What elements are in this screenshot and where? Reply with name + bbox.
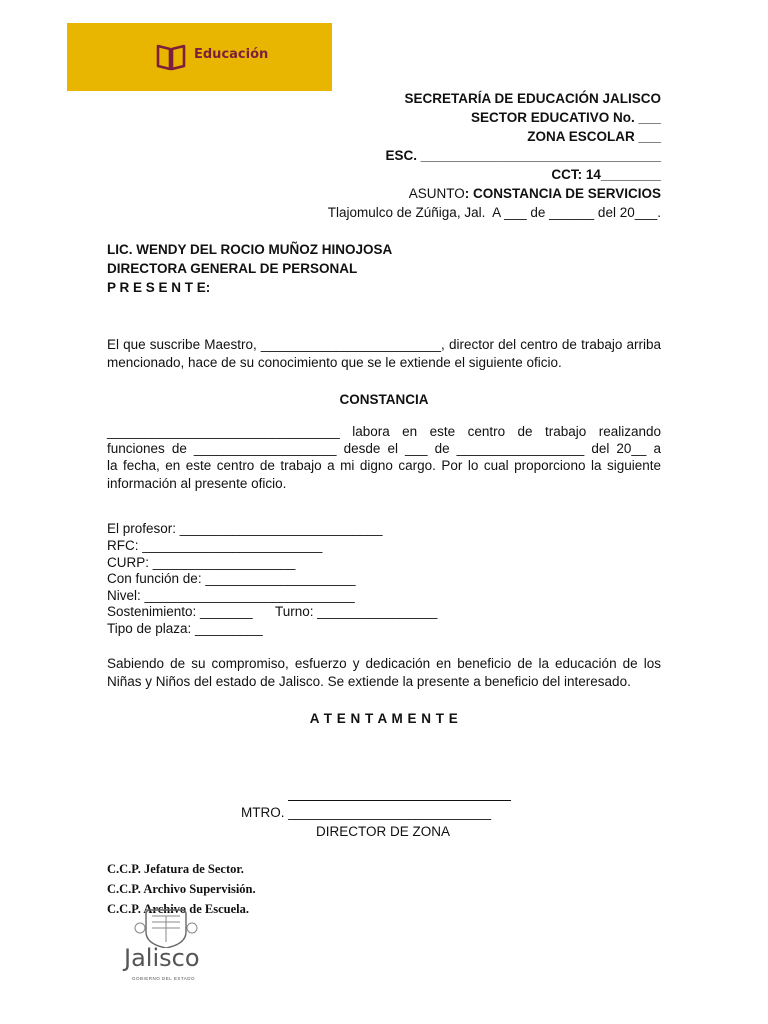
- coat-of-arms-icon: [118, 908, 218, 948]
- constancia-rest: la fecha, en este centro de trabajo a mi digno cargo. Por lo cual proporciono la siguiente información al presente oficio.: [107, 458, 661, 492]
- place-date-line: Tlajomulco de Zúñiga, Jal. A ___ de ______ del 20___.: [327, 205, 661, 220]
- asunto-line: [409, 186, 661, 201]
- presente-label: P R E S E N T E:: [107, 280, 211, 295]
- addressee-name: LIC. WENDY DEL ROCIO MUÑOZ HINOJOSA: [107, 242, 393, 257]
- field-turno: Turno: ________________: [275, 604, 438, 619]
- jalisco-subtitle: GOBIERNO DEL ESTADO: [132, 976, 196, 981]
- ccp-line-3: C.C.P. Archivo de Escuela.: [107, 902, 250, 916]
- education-banner: [67, 23, 332, 91]
- jalisco-wordmark: Jalisco: [124, 944, 200, 972]
- field-curp: CURP: ___________________: [107, 555, 296, 570]
- field-rfc: RFC: ________________________: [107, 538, 323, 553]
- constancia-heading: CONSTANCIA: [339, 392, 429, 407]
- constancia-line-1: _______________________________ labora en este centro de trabajo realizando: [107, 424, 661, 439]
- ccp-line-1: C.C.P. Jefatura de Sector.: [107, 862, 244, 876]
- asunto-label: ASUNTO: [408, 186, 465, 201]
- director-role: DIRECTOR DE ZONA: [316, 824, 451, 839]
- signature-line: [288, 800, 511, 801]
- field-sostenimiento: Sostenimiento: _______: [107, 604, 253, 619]
- field-nivel: Nivel: ____________________________: [107, 588, 355, 603]
- zona-line: ZONA ESCOLAR ___: [527, 129, 661, 144]
- constancia-line-2: funciones de ___________________ desde el ___ de _________________ del 20__ a: [107, 441, 661, 456]
- escuela-line: ESC. ________________________________: [385, 148, 661, 163]
- closing-paragraph: Sabiendo de su compromiso, esfuerzo y dedicación en beneficio de la educación de los Niñas y Niños del estado de Jalisco. Se extiende la presente a beneficio del interesado.: [107, 656, 661, 690]
- field-funcion: Con función de: ____________________: [107, 571, 356, 586]
- book-icon: [155, 43, 187, 71]
- mtro-line: MTRO. ___________________________: [241, 805, 491, 820]
- addressee-title: DIRECTORA GENERAL DE PERSONAL: [107, 261, 358, 276]
- atentamente-label: A T E N T A M E N T E: [309, 711, 459, 726]
- asunto-value: : CONSTANCIA DE SERVICIOS: [464, 186, 661, 201]
- field-profesor: El profesor: ___________________________: [107, 521, 383, 536]
- sector-line: SECTOR EDUCATIVO No. ___: [470, 110, 661, 125]
- ccp-line-2: C.C.P. Archivo Supervisión.: [107, 882, 256, 896]
- cct-line: CCT: 14________: [551, 167, 661, 182]
- secretaria-line: SECRETARÍA DE EDUCACIÓN JALISCO: [404, 91, 661, 106]
- brand-label: Educación: [194, 47, 269, 62]
- field-plaza: Tipo de plaza: _________: [107, 621, 263, 636]
- intro-paragraph: El que suscribe Maestro, ________________________, director del centro de trabajo arriba mencionado, hace de su conocimiento que se le extiende el siguiente oficio.: [107, 337, 661, 371]
